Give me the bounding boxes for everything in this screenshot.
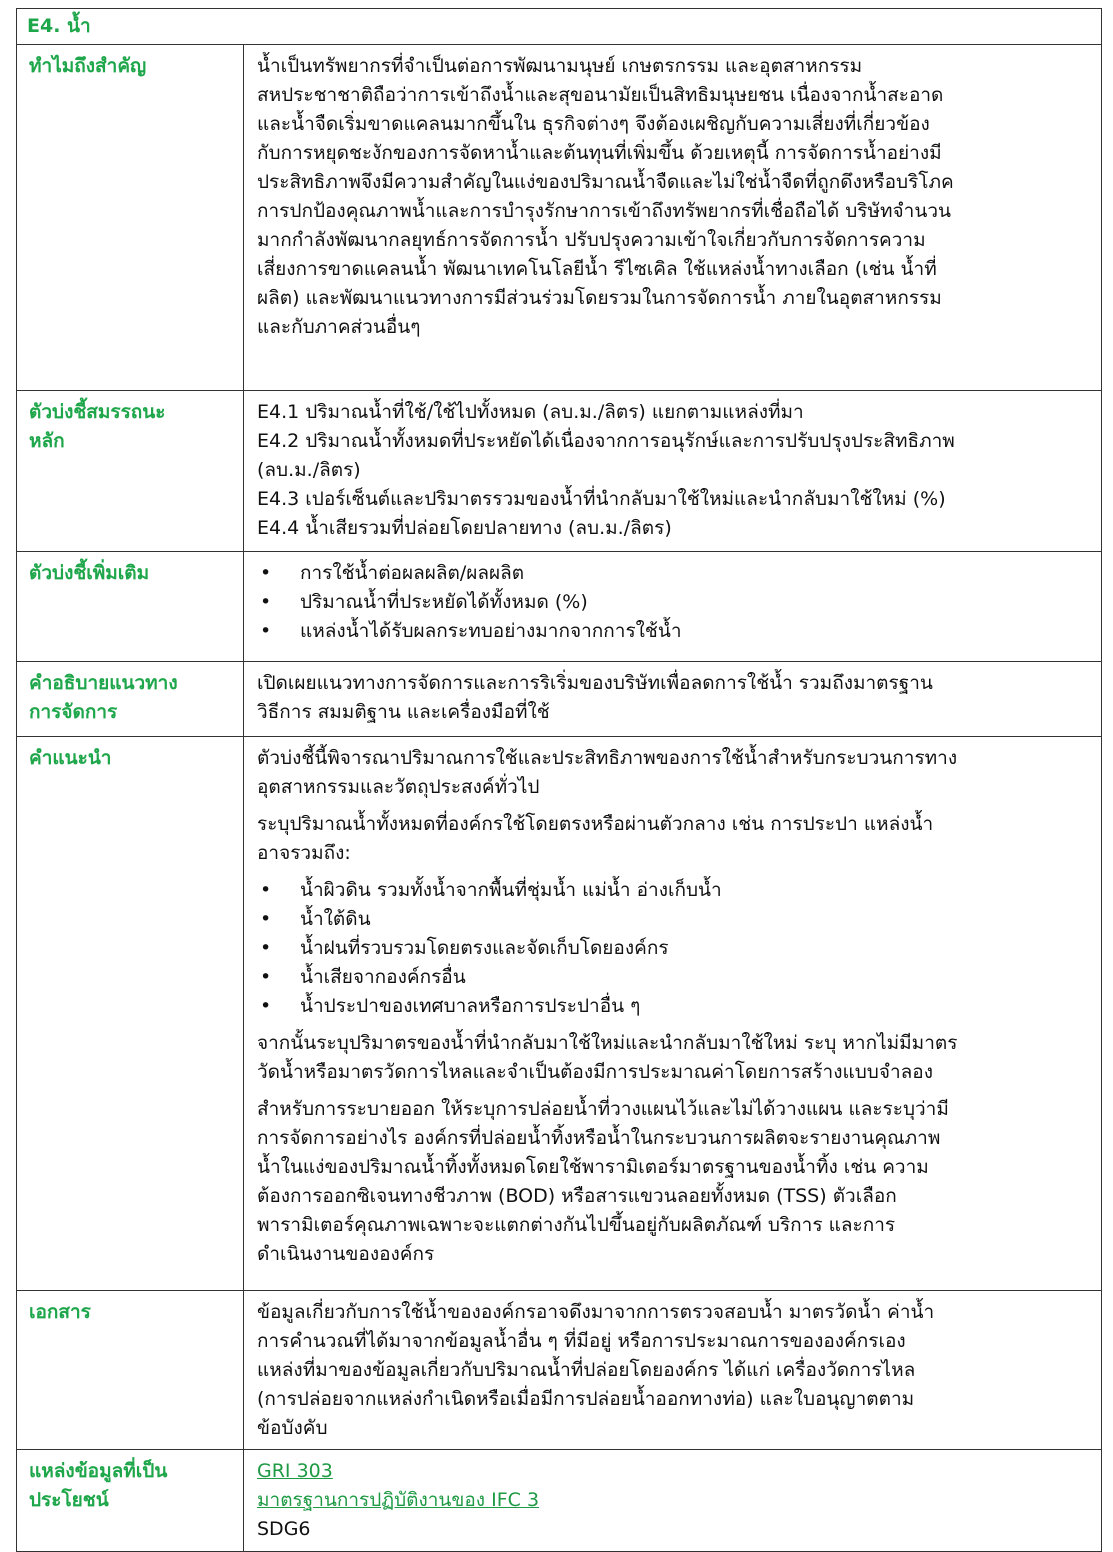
text-line: พารามิเตอร์คุณภาพเฉพาะจะแตกต่างกันไปขึ้นอยู่กับผลิตภัณฑ์ บริการ และการ — [257, 1214, 896, 1236]
text-line: ตัวบ่งชี้นี้พิจารณาปริมาณการใช้และประสิทธิภาพของการใช้น้ำสำหรับกระบวนการทาง — [257, 747, 958, 769]
indicator-line: E4.3 เปอร์เซ็นต์และปริมาตรรวมของน้ำที่นำกลับมาใช้ใหม่และนำกลับมาใช้ใหม่ (%) — [257, 488, 946, 510]
text-line: ข้อมูลเกี่ยวกับการใช้น้ำขององค์กรอาจดึงมาจากการตรวจสอบน้ำ มาตรวัดน้ำ ค่าน้ำ — [257, 1301, 935, 1323]
label-line: ประโยชน์ — [29, 1489, 109, 1511]
list-item: • แหล่งน้ำได้รับผลกระทบอย่างมากจากการใช้น้ำ — [257, 617, 1093, 646]
link-gri-303[interactable]: GRI 303 — [257, 1460, 333, 1482]
text-additional-indicators — [244, 552, 1102, 662]
list-item: • การใช้น้ำต่อผลผลิต/ผลผลิต — [257, 559, 1093, 588]
text-line: วัดน้ำหรือมาตรวัดการไหลและจำเป็นต้องมีการประมาณค่าโดยการสร้างแบบจำลอง — [257, 1061, 933, 1083]
row-useful-sources — [17, 1450, 1102, 1552]
label-documentation: เอกสาร — [17, 1291, 244, 1450]
text-line: ประสิทธิภาพจึงมีความสำคัญในแง่ของปริมาณน้ำจืดและไม่ใช่น้ำจืดที่ถูกดึงหรือบริโภค — [257, 171, 954, 193]
text-line: มากกำลังพัฒนากลยุทธ์การจัดการน้ำ ปรับปรุงความเข้าใจเกี่ยวกับการจัดการความ — [257, 229, 926, 251]
indicator-table — [16, 8, 1102, 1552]
text-line: น้ำเป็นทรัพยากรที่จำเป็นต่อการพัฒนามนุษย์ เกษตรกรรม และอุตสาหกรรม — [257, 55, 863, 77]
label-line: คำอธิบายแนวทาง — [29, 672, 178, 694]
text-why-important — [244, 45, 1102, 391]
label-useful-sources — [17, 1450, 244, 1552]
indicator-line: E4.4 น้ำเสียรวมที่ปล่อยโดยปลายทาง (ลบ.ม./ลิตร) — [257, 517, 672, 539]
label-management-approach — [17, 662, 244, 737]
text-guidance — [244, 737, 1102, 1291]
text-line: (การปล่อยจากแหล่งกำเนิดหรือเมื่อมีการปล่อยน้ำออกทางท่อ) และใบอนุญาตตาม — [257, 1388, 915, 1410]
header-row — [17, 9, 1102, 45]
label-additional-indicators: ตัวบ่งชี้เพิ่มเติม — [17, 552, 244, 662]
row-additional-indicators — [17, 552, 1102, 662]
indicator-line: E4.1 ปริมาณน้ำที่ใช้/ใช้ไปทั้งหมด (ลบ.ม./ลิตร) แยกตามแหล่งที่มา — [257, 401, 804, 423]
label-line: ตัวบ่งชี้สมรรถนะ — [29, 401, 166, 423]
text-line: ข้อบังคับ — [257, 1417, 328, 1439]
indicator-sheet — [16, 8, 1101, 1552]
row-why-important — [17, 45, 1102, 391]
sdg6-text: SDG6 — [257, 1518, 311, 1540]
text-line: การจัดการอย่างไร องค์กรที่ปล่อยน้ำทิ้งหรือน้ำในกระบวนการผลิตจะรายงานคุณภาพ — [257, 1127, 941, 1149]
text-line: กับการหยุดชะงักของการจัดหาน้ำและต้นทุนที่เพิ่มขึ้น ด้วยเหตุนี้ การจัดการน้ำอย่างมี — [257, 142, 942, 164]
list-item: • ปริมาณน้ำที่ประหยัดได้ทั้งหมด (%) — [257, 588, 1093, 617]
text-line: และกับภาคส่วนอื่นๆ — [257, 316, 421, 338]
row-management-approach — [17, 662, 1102, 737]
label-line: แหล่งข้อมูลที่เป็น — [29, 1460, 168, 1482]
text-line: และน้ำจืดเริ่มขาดแคลนมากขึ้นใน ธุรกิจต่างๆ จึงต้องเผชิญกับความเสี่ยงที่เกี่ยวข้อง — [257, 113, 930, 135]
row-guidance — [17, 737, 1102, 1291]
text-line: วิธีการ สมมติฐาน และเครื่องมือที่ใช้ — [257, 701, 550, 723]
list-item: • น้ำประปาของเทศบาลหรือการประปาอื่น ๆ — [257, 992, 1093, 1021]
text-line: สำหรับการระบายออก ให้ระบุการปล่อยน้ำที่วางแผนไว้และไม่ได้วางแผน และระบุว่ามี — [257, 1098, 949, 1120]
indicator-line: (ลบ.ม./ลิตร) — [257, 459, 361, 481]
section-title: E4. น้ำ — [17, 9, 1102, 45]
text-line: สหประชาชาติถือว่าการเข้าถึงน้ำและสุขอนามัยเป็นสิทธิมนุษยชน เนื่องจากน้ำสะอาด — [257, 84, 944, 106]
row-core-indicators — [17, 391, 1102, 552]
text-line: น้ำในแง่ของปริมาณน้ำทิ้งทั้งหมดโดยใช้พารามิเตอร์มาตรฐานของน้ำทิ้ง เช่น ความ — [257, 1156, 929, 1178]
text-line: จากนั้นระบุปริมาตรของน้ำที่นำกลับมาใช้ใหม่และนำกลับมาใช้ใหม่ ระบุ หากไม่มีมาตร — [257, 1032, 958, 1054]
text-line: อุตสาหกรรมและวัตถุประสงค์ทั่วไป — [257, 776, 540, 798]
label-why-important: ทำไมถึงสำคัญ — [17, 45, 244, 391]
list-item: • น้ำฝนที่รวบรวมโดยตรงและจัดเก็บโดยองค์กร — [257, 934, 1093, 963]
text-line: แหล่งที่มาของข้อมูลเกี่ยวกับปริมาณน้ำที่ปล่อยโดยองค์กร ได้แก่ เครื่องวัดการไหล — [257, 1359, 916, 1381]
text-line: ผลิต) และพัฒนาแนวทางการมีส่วนร่วมโดยรวมในการจัดการน้ำ ภายในอุตสาหกรรม — [257, 287, 942, 309]
text-line: การปกป้องคุณภาพน้ำและการบำรุงรักษาการเข้าถึงทรัพยากรที่เชื่อถือได้ บริษัทจำนวน — [257, 200, 952, 222]
text-line: การคำนวณที่ได้มาจากข้อมูลน้ำอื่น ๆ ที่มีอยู่ หรือการประมาณการขององค์กรเอง — [257, 1330, 906, 1352]
bullet-list — [257, 876, 1093, 1021]
label-core-indicators — [17, 391, 244, 552]
label-line: การจัดการ — [29, 701, 118, 723]
bullet-list — [257, 559, 1093, 646]
list-item: • น้ำเสียจากองค์กรอื่น — [257, 963, 1093, 992]
text-useful-sources — [244, 1450, 1102, 1552]
text-core-indicators — [244, 391, 1102, 552]
text-line: ต้องการออกซิเจนทางชีวภาพ (BOD) หรือสารแขวนลอยทั้งหมด (TSS) ตัวเลือก — [257, 1185, 897, 1207]
text-line: เปิดเผยแนวทางการจัดการและการริเริ่มของบริษัทเพื่อลดการใช้น้ำ รวมถึงมาตรฐาน — [257, 672, 933, 694]
list-item: • น้ำใต้ดิน — [257, 905, 1093, 934]
link-ifc-performance-standard-3[interactable]: มาตรฐานการปฏิบัติงานของ IFC 3 — [257, 1489, 540, 1511]
list-item: • น้ำผิวดิน รวมทั้งน้ำจากพื้นที่ชุ่มน้ำ แม่น้ำ อ่างเก็บน้ำ — [257, 876, 1093, 905]
row-documentation — [17, 1291, 1102, 1450]
text-line: ดำเนินงานขององค์กร — [257, 1243, 435, 1265]
indicator-line: E4.2 ปริมาณน้ำทั้งหมดที่ประหยัดได้เนื่องจากการอนุรักษ์และการปรับปรุงประสิทธิภาพ — [257, 430, 955, 452]
text-documentation — [244, 1291, 1102, 1450]
text-line: เสี่ยงการขาดแคลนน้ำ พัฒนาเทคโนโลยีน้ำ รีไซเคิล ใช้แหล่งน้ำทางเลือก (เช่น น้ำที่ — [257, 258, 937, 280]
text-line: ระบุปริมาณน้ำทั้งหมดที่องค์กรใช้โดยตรงหรือผ่านตัวกลาง เช่น การประปา แหล่งน้ำ — [257, 813, 934, 835]
text-line: อาจรวมถึง: — [257, 842, 351, 864]
label-guidance: คำแนะนำ — [17, 737, 244, 1291]
text-management-approach — [244, 662, 1102, 737]
label-line: หลัก — [29, 430, 65, 452]
